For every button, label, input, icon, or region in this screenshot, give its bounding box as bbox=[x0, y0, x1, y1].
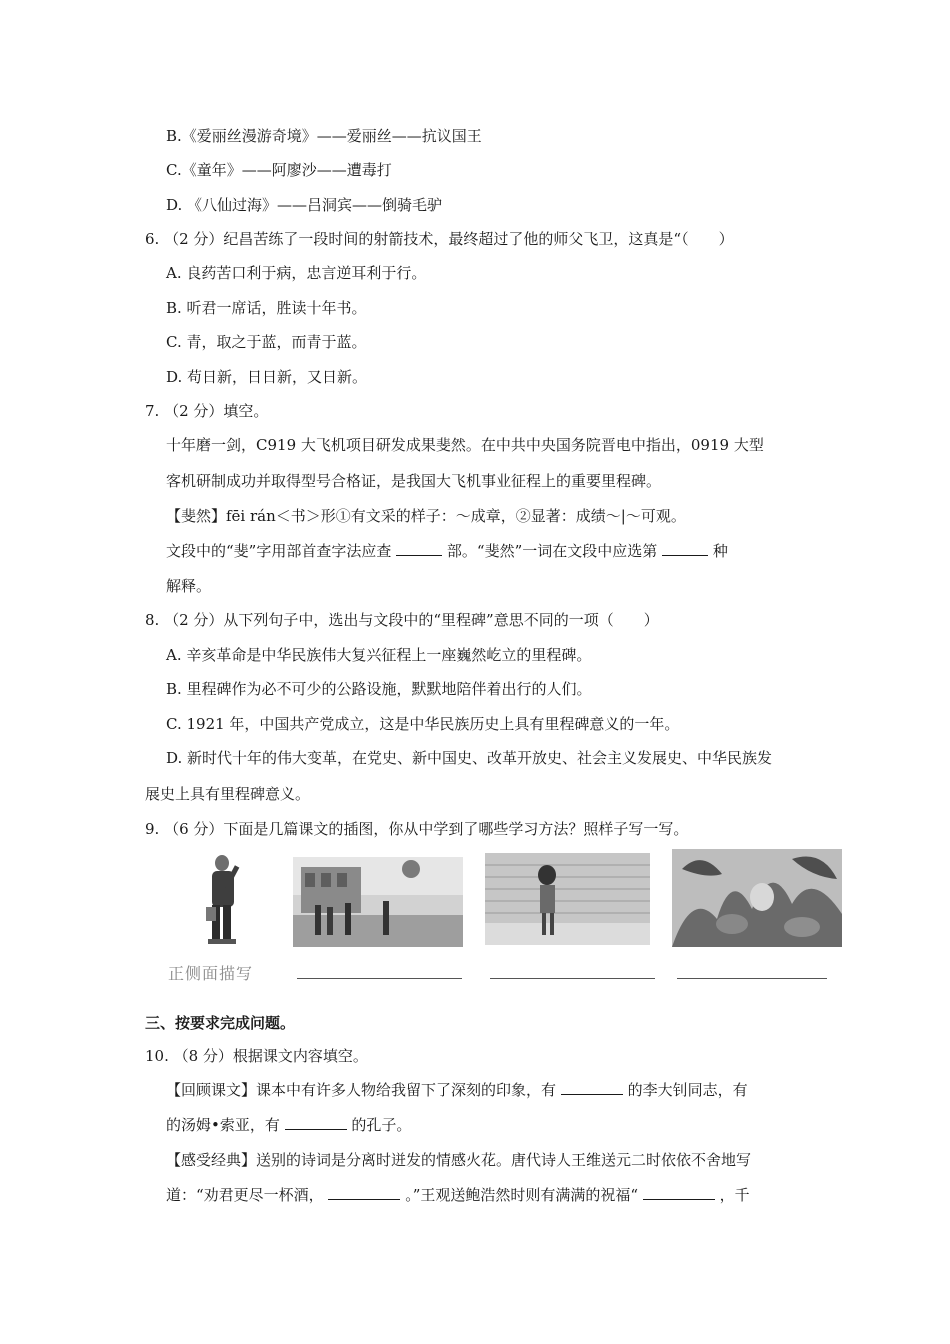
answer-line-2[interactable] bbox=[297, 978, 462, 979]
illustration-girl-by-wall bbox=[485, 853, 650, 945]
answer-line-3[interactable] bbox=[490, 978, 655, 979]
q7-radical-blank[interactable] bbox=[396, 541, 442, 556]
q6-option-a: A. 良药苦口利于病，忠言逆耳利于行。 bbox=[166, 264, 427, 282]
q8-option-d-line1: D. 新时代十年的伟大变革，在党史、新中国史、改革开放史、社会主义发展史、中华民族发 bbox=[166, 749, 773, 767]
illustration-jungle-scene bbox=[672, 849, 842, 947]
q8-option-d-line2: 展史上具有里程碑意义。 bbox=[145, 785, 311, 803]
q5-option-b: B.《爱丽丝漫游奇境》——爱丽丝——抗议国王 bbox=[166, 127, 482, 145]
q7-dictionary-entry: 【斐然】fēi rán＜书＞形①有文采的样子：～成章，②显著：成绩～|～可观。 bbox=[166, 507, 686, 525]
q9-stem: 9. （6 分）下面是几篇课文的插图，你从中学到了哪些学习方法？照样子写一写。 bbox=[145, 820, 689, 838]
q6-option-b: B. 听君一席话，胜读十年书。 bbox=[166, 299, 367, 317]
q7-fill-text-c: 种 bbox=[712, 542, 728, 560]
q10-review-line1 bbox=[166, 1079, 748, 1101]
q10-classic-text-b: 。”王观送鲍浩然时则有满满的祝福“ bbox=[405, 1186, 639, 1204]
q10-confucius-blank[interactable] bbox=[285, 1115, 347, 1130]
q8-option-a: A. 辛亥革命是中华民族伟大复兴征程上一座巍然屹立的里程碑。 bbox=[166, 646, 592, 664]
illustration-figure bbox=[166, 853, 276, 948]
q7-fill-line2: 解释。 bbox=[166, 577, 212, 595]
q10-stem: 10. （8 分）根据课文内容填空。 bbox=[145, 1047, 368, 1065]
q10-review-text-c: 的汤姆•索亚，有 bbox=[166, 1116, 280, 1134]
sample-caption: 正侧面描写 bbox=[168, 964, 254, 983]
q8-option-c: C. 1921 年，中国共产党成立，这是中华民族历史上具有里程碑意义的一年。 bbox=[166, 715, 680, 733]
q7-meaning-blank[interactable] bbox=[662, 541, 708, 556]
section-3-title: 三、按要求完成问题。 bbox=[145, 1014, 296, 1032]
q10-wangwei-blank[interactable] bbox=[328, 1185, 400, 1200]
q7-paragraph-line1: 十年磨一剑，C919 大飞机项目研发成果斐然。在中共中央国务院晋电中指出，0919 大型 bbox=[166, 436, 764, 454]
q7-stem: 7. （2 分）填空。 bbox=[145, 402, 269, 420]
q10-classic-text-a: 道：“劝君更尽一杯酒， bbox=[166, 1186, 324, 1204]
q5-option-d: D. 《八仙过海》——吕洞宾——倒骑毛驴 bbox=[166, 196, 443, 214]
q7-fill-line bbox=[166, 540, 728, 562]
q6-option-c: C. 青，取之于蓝，而青于蓝。 bbox=[166, 333, 367, 351]
q10-classic-line2 bbox=[166, 1184, 750, 1206]
q10-wangguan-blank[interactable] bbox=[643, 1185, 715, 1200]
q10-li-dazhao-blank[interactable] bbox=[561, 1080, 623, 1095]
illustration-street-scene bbox=[293, 857, 463, 947]
q10-review-text-b: 的李大钊同志，有 bbox=[627, 1081, 748, 1099]
q10-classic-line1: 【感受经典】送别的诗词是分离时迸发的情感火花。唐代诗人王维送元二时依依不舍地写 bbox=[166, 1151, 752, 1169]
q10-review-line2 bbox=[166, 1114, 411, 1136]
q7-fill-text-a: 文段中的“斐”字用部首查字法应查 bbox=[166, 542, 392, 560]
q7-paragraph-line2: 客机研制成功并取得型号合格证，是我国大飞机事业征程上的重要里程碑。 bbox=[166, 472, 662, 490]
q6-stem: 6. （2 分）纪昌苦练了一段时间的射箭技术，最终超过了他的师父飞卫，这真是“（ ） bbox=[145, 230, 734, 248]
q7-fill-text-b: 部。“斐然”一词在文段中应选第 bbox=[446, 542, 658, 560]
q8-stem: 8. （2 分）从下列句子中，选出与文段中的“里程碑”意思不同的一项（ ） bbox=[145, 611, 659, 629]
q10-classic-text-c: ，千 bbox=[719, 1186, 750, 1204]
q10-review-text-a: 【回顾课文】课本中有许多人物给我留下了深刻的印象，有 bbox=[166, 1081, 557, 1099]
q5-option-c: C.《童年》——阿廖沙——遭毒打 bbox=[166, 161, 392, 179]
q10-review-text-d: 的孔子。 bbox=[351, 1116, 412, 1134]
q6-option-d: D. 苟日新，日日新，又日新。 bbox=[166, 368, 368, 386]
answer-line-4[interactable] bbox=[677, 978, 827, 979]
q8-option-b: B. 里程碑作为必不可少的公路设施，默默地陪伴着出行的人们。 bbox=[166, 680, 592, 698]
